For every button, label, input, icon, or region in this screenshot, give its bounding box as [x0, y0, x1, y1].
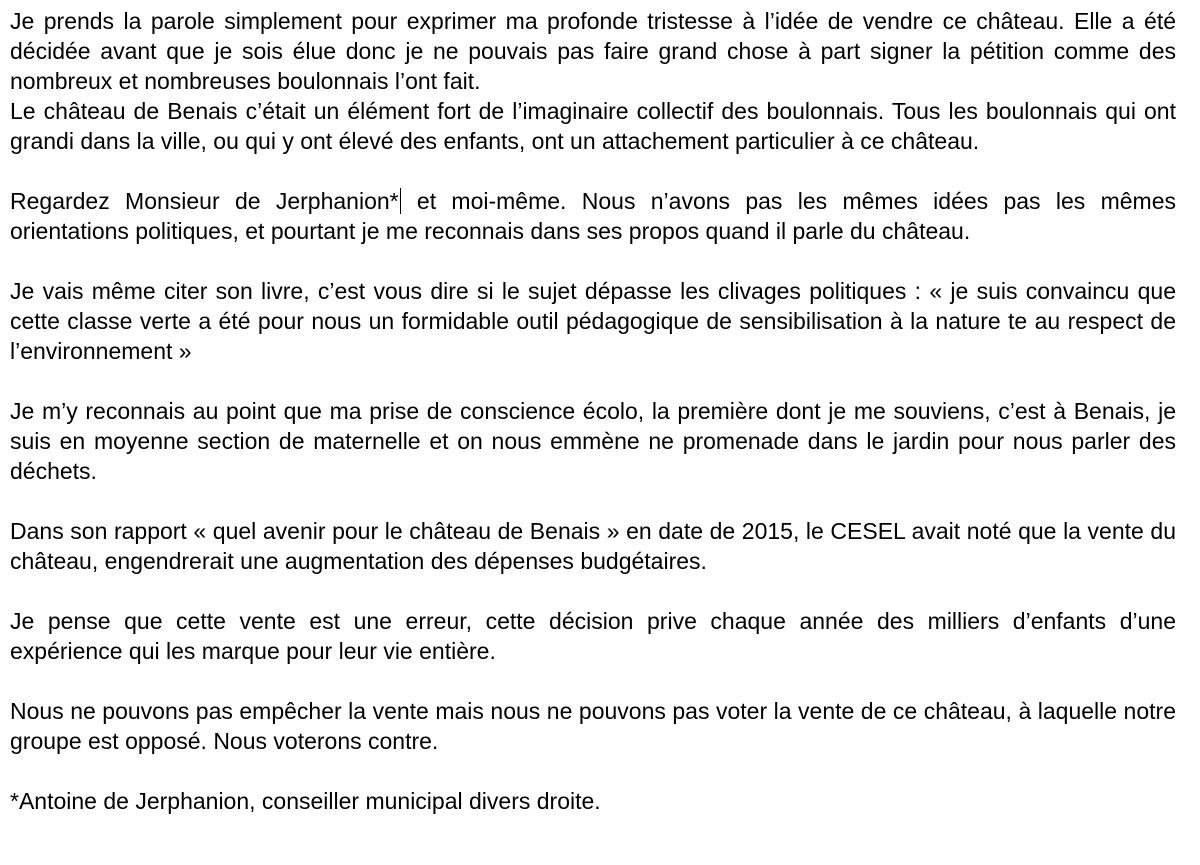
paragraph-conscience-ecolo: Je m’y reconnais au point que ma prise de conscience écolo, la première dont je me souviens, c’est à Benais, je suis en moyenne section de maternelle et on nous emmène ne promenade dans le jardin pour nous parler des déchets.: [10, 398, 1176, 484]
paragraph-intro: Je prends la parole simplement pour exprimer ma profonde tristesse à l’idée de vendre ce château. Elle a été décidée avant que je sois élue donc je ne pouvais pas faire grand chose à part signer la pétition comme des nombreux et nombreuses boulonnais l’ont fait.: [10, 8, 1176, 94]
text-cursor: [400, 188, 401, 214]
footnote: *Antoine de Jerphanion, conseiller municipal divers droite.: [10, 788, 601, 814]
paragraph-jerphanion: [10, 186, 1176, 246]
paragraph-vote-contre: Nous ne pouvons pas empêcher la vente mais nous ne pouvons pas voter la vente de ce château, à laquelle notre groupe est opposé. Nous voterons contre.: [10, 698, 1176, 754]
paragraph-erreur: Je pense que cette vente est une erreur, cette décision prive chaque année des milliers d’enfants d’une expérience qui les marque pour leur vie entière.: [10, 608, 1176, 664]
paragraph-benais-imaginaire: Le château de Benais c’était un élément fort de l’imaginaire collectif des boulonnais. Tous les boulonnais qui ont grandi dans la ville, ou qui y ont élevé des enfants, ont un attachement particulier à ce château.: [10, 98, 1176, 154]
paragraph-rapport-cesel: Dans son rapport « quel avenir pour le château de Benais » en date de 2015, le CESEL avait noté que la vente du château, engendrerait une augmentation des dépenses budgétaires.: [10, 518, 1176, 574]
paragraph-citation: Je vais même citer son livre, c’est vous dire si le sujet dépasse les clivages politiques : « je suis convaincu que cette classe verte a été pour nous un formidable outil pédagogique de sensibilisation à la nature te au respect de l’environnement »: [10, 278, 1176, 364]
paragraph-jerphanion-end: et moi-même. Nous n’avons pas les mêmes idées pas les mêmes orientations politiques, et pourtant je me reconnais dans ses propos quand il parle du château.: [10, 188, 1176, 244]
document-body: [10, 6, 1176, 816]
paragraph-jerphanion-start: Regardez Monsieur de Jerphanion*: [10, 188, 399, 214]
